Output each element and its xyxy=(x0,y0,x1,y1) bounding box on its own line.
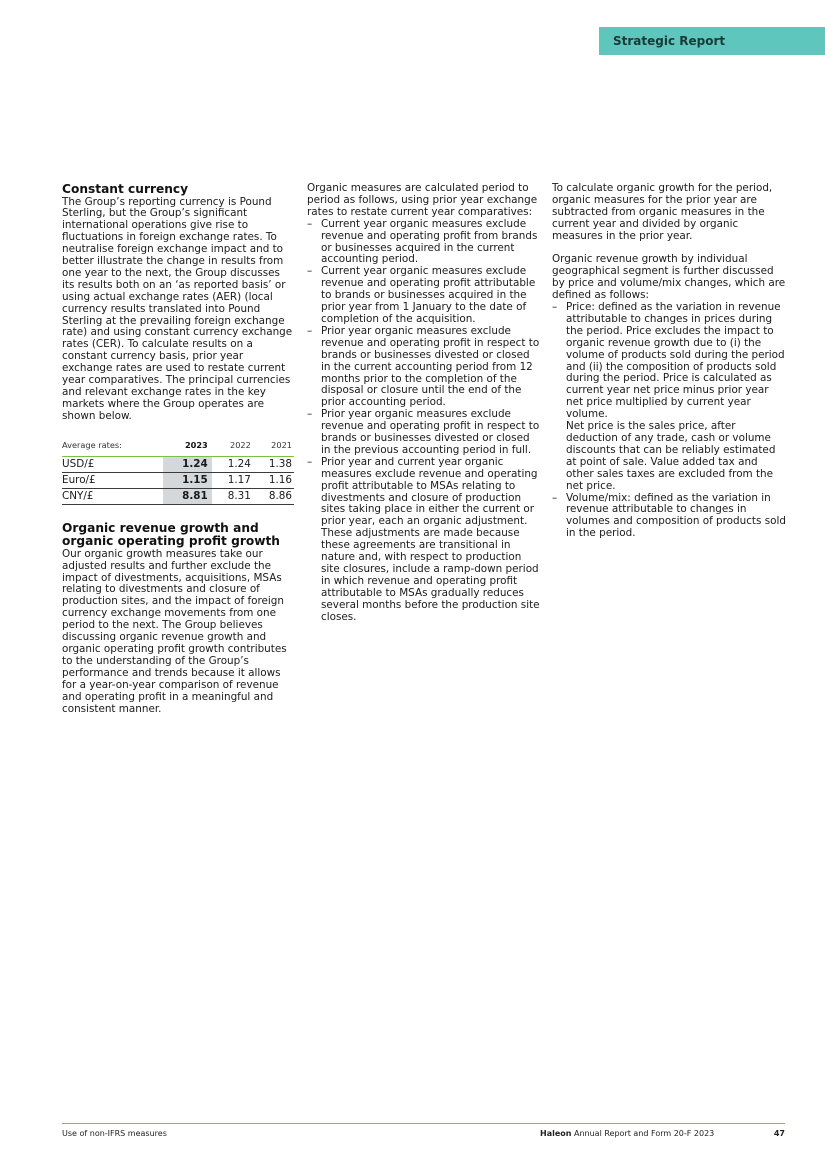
value-2021: 1.38 xyxy=(253,456,294,472)
net-price-note: Net price is the sales price, after deduction of any trade, cash or volume discounts that can be reliably estimated at point of sale. Value added tax and other sales taxes are excluded from the net price. xyxy=(566,420,776,492)
table-header-2022: 2022 xyxy=(230,439,251,450)
list-item: – Prior year organic measures exclude revenue and operating profit in respect to brands or businesses divested or closed in the previous accounting period in full. xyxy=(307,409,541,457)
value-2021: 8.86 xyxy=(253,488,294,504)
list-item-price xyxy=(552,302,786,493)
value-2021: 1.16 xyxy=(253,472,294,488)
row-label: USD/£ xyxy=(62,456,163,472)
table-header-2023: 2023 xyxy=(184,439,208,450)
table-row xyxy=(62,456,294,472)
page-number: 47 xyxy=(773,1129,785,1138)
column-right xyxy=(552,183,786,540)
value-2023: 1.15 xyxy=(163,472,211,488)
price-volume-list xyxy=(552,302,786,540)
table-header-2021: 2021 xyxy=(271,439,292,450)
organic-growth-calc-text: To calculate organic growth for the period, organic measures for the prior year are subtracted from organic measures in the current year and divided by organic measures in the prior year. xyxy=(552,182,773,242)
footer-report-title: Annual Report and Form 20-F 2023 xyxy=(574,1129,715,1138)
row-label: Euro/£ xyxy=(62,472,163,488)
price-definition: Price: defined as the variation in revenue attributable to changes in prices during the period. Price excludes the impact to organic revenue growth due to (i) the volume of products sold during the period and (ii) the composition of products sold during the period. Price is calculated as current year net price minus prior year net price multiplied by current year volume. xyxy=(566,301,785,421)
footer-report-info xyxy=(540,1129,785,1138)
exchange-rates-table xyxy=(62,439,294,505)
list-item: – Prior year organic measures exclude revenue and operating profit in respect to brands or businesses divested or closed in the current accounting period from 12 months prior to the completion of the disposal or closure until the end of the prior accounting period. xyxy=(307,326,541,409)
list-item: – Current year organic measures exclude revenue and operating profit from brands or businesses acquired in the current accounting period. xyxy=(307,219,541,267)
constant-currency-text: The Group’s reporting currency is Pound Sterling, but the Group’s significant international operations give rise to fluctuations in foreign exchange rates. To neutralise foreign exchange impact and to better illustrate the change in results from one year to the next, the Group discusses its results both on an ‘as reported basis’ or using actual exchange rates (AER) (local currency results translated into Pound Sterling at the prevailing foreign exchange rate) and using constant currency exchange rates (CER). To calculate results on a constant currency basis, prior year exchange rates are used to restate current year comparatives. The principal currencies and relevant exchange rates in the key markets where the Group operates are shown below. xyxy=(62,195,293,422)
heading-constant-currency: Constant currency xyxy=(62,182,189,196)
table-row xyxy=(62,472,294,488)
section-tab: Strategic Report xyxy=(599,27,825,55)
table-header-label: Average rates: xyxy=(62,439,122,450)
geographical-segment-text: Organic revenue growth by individual geographical segment is further discussed by price and volume/mix changes, which are defined as follows: xyxy=(552,253,786,302)
value-2022: 8.31 xyxy=(212,488,253,504)
footer-brand: Haleon xyxy=(540,1129,572,1138)
organic-growth-text: Our organic growth measures take our adjusted results and further exclude the impact of divestments, acquisitions, MSAs relating to divestments and closure of production sites, and the impact of foreign currency exchange movements from one period to the next. The Group believes discussing organic revenue growth and organic operating profit growth contributes to the understanding of the Group’s performance and trends because it allows for a year-on-year comparison of revenue and operating profit in a meaningful and consistent manner. xyxy=(62,547,287,715)
row-label: CNY/£ xyxy=(62,488,163,504)
value-2022: 1.24 xyxy=(212,456,253,472)
list-item: – Current year organic measures exclude revenue and operating profit attributable to brands or businesses acquired in the prior year from 1 January to the date of completion of the acquisition. xyxy=(307,266,541,326)
organic-measures-list xyxy=(307,219,541,624)
value-2023: 8.81 xyxy=(163,488,211,504)
organic-measures-intro: Organic measures are calculated period to period as follows, using prior year exchange rates to restate current year comparatives: xyxy=(307,182,538,218)
column-left xyxy=(62,183,294,715)
table-row xyxy=(62,488,294,504)
footer-section-name: Use of non-IFRS measures xyxy=(62,1129,167,1138)
footer-divider xyxy=(62,1123,785,1124)
list-item-volume-mix: – Volume/mix: defined as the variation in revenue attributable to changes in volumes and composition of products sold in the period. xyxy=(552,493,786,541)
heading-organic-growth: Organic revenue growth and organic operating profit growth xyxy=(62,520,280,549)
value-2023: 1.24 xyxy=(163,456,211,472)
value-2022: 1.17 xyxy=(212,472,253,488)
table-header-row xyxy=(62,439,294,457)
column-middle xyxy=(307,183,541,624)
list-item: – Prior year and current year organic measures exclude revenue and operating profit attributable to MSAs relating to divestments and closure of production sites taking place in either the current or prior year, each an organic adjustment. These adjustments are made because these agreements are transitional in nature and, with respect to production site closures, include a ramp-down period in which revenue and operating profit attributable to MSAs gradually reduces several months before the production site closes. xyxy=(307,457,541,624)
